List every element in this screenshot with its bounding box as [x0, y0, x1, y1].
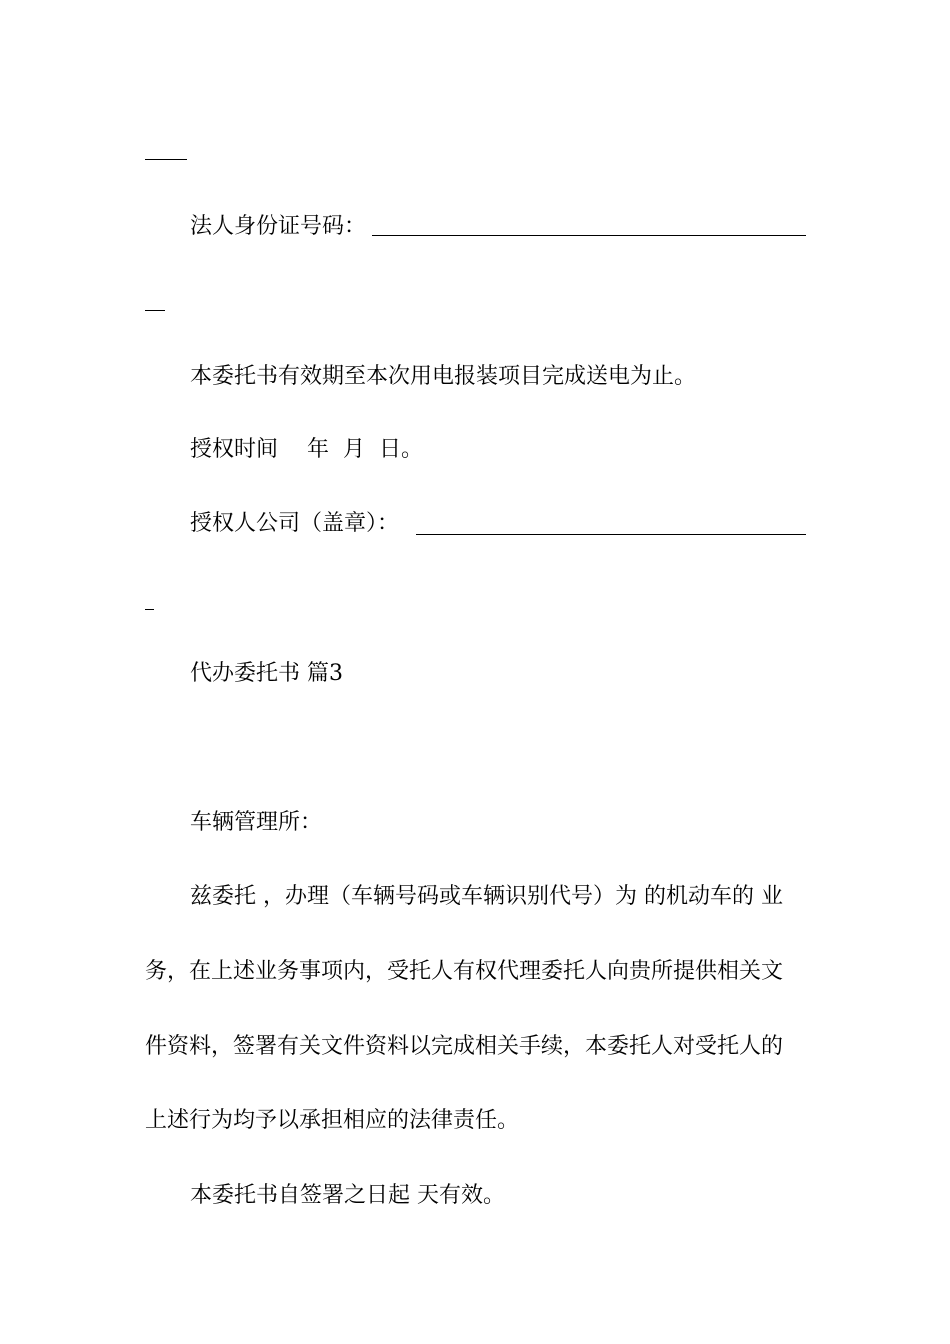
legal-id-label: 法人身份证号码： [190, 214, 367, 239]
body-text: 件资料，签署有关文件资料以完成相关手续，本委托人对受托人的 [145, 1034, 784, 1059]
company-seal-label: 授权人公司（盖章）： [190, 511, 400, 536]
section-title-text: 代办委托书 篇3 [190, 661, 343, 686]
legal-id-blank-tail [145, 310, 165, 311]
auth-time-text: 授权时间 年 月 日。 [190, 437, 423, 462]
body-text: 务，在上述业务事项内，受托人有权代理委托人向贵所提供相关文 [145, 959, 784, 984]
body-text: 上述行为均予以承担相应的法律责任。 [145, 1108, 520, 1133]
company-seal-blank [416, 534, 806, 535]
validity-text: 本委托书有效期至本次用电报装项目完成送电为止。 [190, 364, 697, 389]
legal-id-blank [372, 235, 806, 236]
effective-text: 本委托书自签署之日起 天有效。 [190, 1183, 505, 1208]
addressee-text: 车辆管理所： [190, 810, 323, 835]
body-text: 兹委托 ，办理（车辆号码或车辆识别代号）为 的机动车的 业 [190, 884, 783, 909]
continuation-underline [145, 159, 187, 160]
company-seal-blank-tail [145, 609, 154, 610]
